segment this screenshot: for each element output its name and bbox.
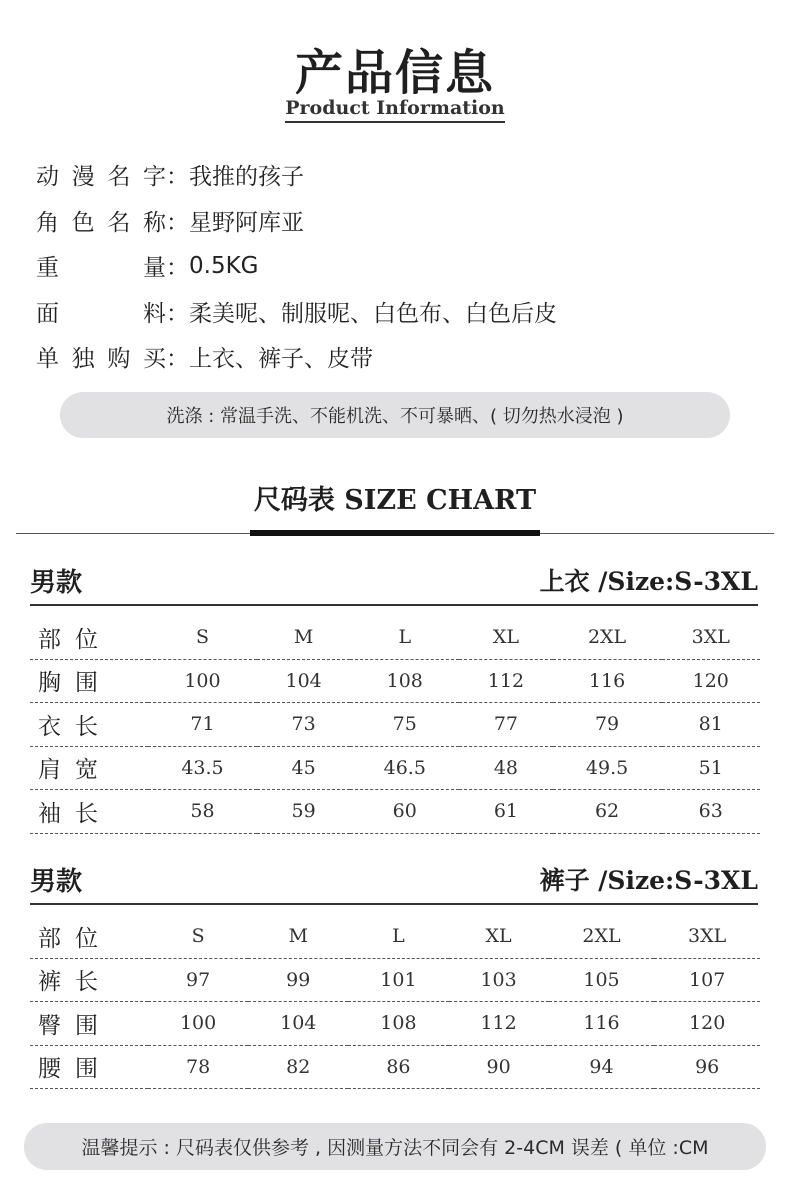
top-section-size-range: 上衣 /Size:S-3XL <box>539 567 758 596</box>
info-label-char: 重 <box>36 255 59 282</box>
measurement-part: 袖长 <box>30 790 148 834</box>
info-label-char: 漫 <box>71 164 95 191</box>
page-title: 产品信息 <box>294 45 495 101</box>
info-label-char: 名 <box>107 209 131 236</box>
table-row <box>30 703 760 747</box>
measurement-value: 100 <box>148 1002 248 1046</box>
measurement-value: 46.5 <box>350 746 459 790</box>
measurement-part: 裤长 <box>30 958 148 1002</box>
pants-section-header <box>30 855 758 905</box>
pants-size-table <box>30 915 760 1089</box>
info-label-char: 量 <box>143 255 166 282</box>
measurement-value: 116 <box>553 659 662 703</box>
size-label: XL <box>459 616 552 659</box>
measurement-value: 108 <box>350 659 459 703</box>
info-label-char: 动 <box>36 164 59 191</box>
measurement-value: 77 <box>459 703 552 747</box>
measurement-value: 96 <box>654 1045 760 1089</box>
measurement-value: 104 <box>248 1002 348 1046</box>
measurement-value: 104 <box>257 659 350 703</box>
info-colon: ： <box>166 255 189 282</box>
info-label-char: 独 <box>71 346 95 373</box>
info-colon: ： <box>166 164 189 191</box>
product-info-list <box>36 152 557 380</box>
pants-header-row <box>30 915 760 958</box>
pants-section-size-range: 裤子 /Size:S-3XL <box>539 866 758 895</box>
size-label: L <box>350 616 459 659</box>
measurement-value: 79 <box>553 703 662 747</box>
info-label <box>36 249 166 282</box>
table-row <box>30 790 760 834</box>
measurement-value: 120 <box>654 1002 760 1046</box>
top-size-table <box>30 616 760 834</box>
info-value: 柔美呢、制服呢、白色布、白色后皮 <box>189 300 557 327</box>
pants-section-gender: 男款 <box>30 866 83 897</box>
measurement-value: 58 <box>148 790 257 834</box>
size-label: XL <box>449 915 549 958</box>
info-label <box>36 295 166 328</box>
measurement-value: 86 <box>348 1045 448 1089</box>
table-row <box>30 1045 760 1089</box>
measurement-value: 105 <box>549 958 655 1002</box>
measurement-value: 97 <box>148 958 248 1002</box>
info-colon: ： <box>166 346 189 373</box>
info-label-char: 面 <box>36 300 59 327</box>
measurement-value: 99 <box>248 958 348 1002</box>
measurement-tip: 温馨提示 : 尺码表仅供参考 , 因测量方法不同会有 2-4CM 误差 ( 单位 :CM <box>24 1123 766 1170</box>
table-row <box>30 1002 760 1046</box>
measurement-value: 108 <box>348 1002 448 1046</box>
measurement-value: 82 <box>248 1045 348 1089</box>
measurement-part: 部位 <box>30 616 148 659</box>
info-row-fabric <box>36 289 557 335</box>
measurement-value: 120 <box>662 659 760 703</box>
size-chart-underline <box>250 530 540 536</box>
measurement-part: 部位 <box>30 915 148 958</box>
info-row-weight <box>36 243 557 289</box>
info-colon: ： <box>166 300 189 327</box>
measurement-part: 胸围 <box>30 659 148 703</box>
size-label: M <box>248 915 348 958</box>
measurement-value: 62 <box>553 790 662 834</box>
info-value: 0.5KG <box>189 252 259 279</box>
size-label: S <box>148 616 257 659</box>
info-label <box>36 158 166 191</box>
info-label-char: 购 <box>107 346 131 373</box>
measurement-part: 肩宽 <box>30 746 148 790</box>
measurement-value: 45 <box>257 746 350 790</box>
size-label: 2XL <box>553 616 662 659</box>
measurement-value: 60 <box>350 790 459 834</box>
size-label: S <box>148 915 248 958</box>
measurement-part: 衣长 <box>30 703 148 747</box>
info-label-char: 角 <box>36 209 59 236</box>
measurement-part: 腰围 <box>30 1045 148 1089</box>
measurement-value: 78 <box>148 1045 248 1089</box>
top-section-header <box>30 556 758 606</box>
measurement-value: 63 <box>662 790 760 834</box>
measurement-value: 61 <box>459 790 552 834</box>
table-row <box>30 746 760 790</box>
info-label-char: 色 <box>71 209 95 236</box>
page-subtitle-text: Product Information <box>285 97 504 123</box>
info-label-char: 称 <box>142 209 166 236</box>
info-label <box>36 204 166 237</box>
measurement-value: 73 <box>257 703 350 747</box>
measurement-value: 48 <box>459 746 552 790</box>
measurement-value: 101 <box>348 958 448 1002</box>
wash-instructions: 洗涤 : 常温手洗、不能机洗、不可暴晒、( 切勿热水浸泡 ) <box>60 392 730 438</box>
size-label: 3XL <box>662 616 760 659</box>
size-label: 3XL <box>654 915 760 958</box>
measurement-value: 94 <box>549 1045 655 1089</box>
info-label-char: 字 <box>142 164 166 191</box>
info-row-character <box>36 198 557 244</box>
size-label: M <box>257 616 350 659</box>
measurement-part: 臀围 <box>30 1002 148 1046</box>
measurement-value: 107 <box>654 958 760 1002</box>
info-label-char: 买 <box>142 346 166 373</box>
info-row-anime <box>36 152 557 198</box>
measurement-value: 116 <box>549 1002 655 1046</box>
measurement-value: 59 <box>257 790 350 834</box>
info-value: 上衣、裤子、皮带 <box>189 346 373 373</box>
info-label-char: 单 <box>36 346 59 373</box>
info-colon: ： <box>166 209 189 236</box>
top-section-gender: 男款 <box>30 567 83 598</box>
size-label: 2XL <box>549 915 655 958</box>
measurement-value: 100 <box>148 659 257 703</box>
info-value: 我推的孩子 <box>189 164 304 191</box>
top-header-row <box>30 616 760 659</box>
measurement-value: 81 <box>662 703 760 747</box>
measurement-value: 112 <box>449 1002 549 1046</box>
page-subtitle <box>0 97 790 119</box>
measurement-value: 90 <box>449 1045 549 1089</box>
measurement-value: 75 <box>350 703 459 747</box>
measurement-value: 71 <box>148 703 257 747</box>
info-value: 星野阿库亚 <box>189 209 304 236</box>
measurement-value: 112 <box>459 659 552 703</box>
table-row <box>30 659 760 703</box>
measurement-value: 49.5 <box>553 746 662 790</box>
measurement-value: 43.5 <box>148 746 257 790</box>
size-label: L <box>348 915 448 958</box>
info-label <box>36 340 166 373</box>
measurement-value: 51 <box>662 746 760 790</box>
measurement-value: 103 <box>449 958 549 1002</box>
info-row-separate-purchase <box>36 334 557 380</box>
info-label-char: 名 <box>107 164 131 191</box>
info-label-char: 料 <box>143 300 166 327</box>
size-chart-title: 尺码表 SIZE CHART <box>253 485 537 516</box>
table-row <box>30 958 760 1002</box>
